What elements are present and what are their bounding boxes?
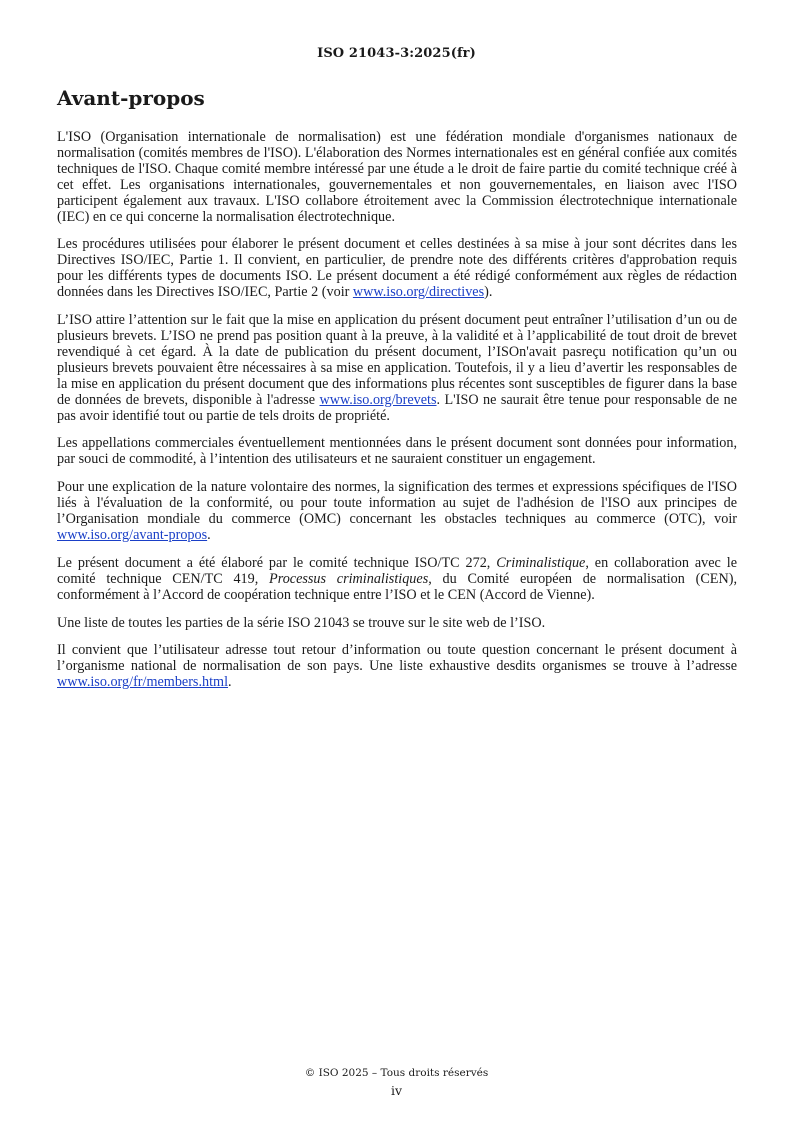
paragraph-feedback — [57, 643, 737, 691]
directives-link[interactable]: www.iso.org/directives — [352, 284, 485, 301]
page-title: Avant-propos — [57, 86, 205, 110]
committee-name-processus: Processus criminalistiques — [269, 570, 429, 587]
paragraph-patents — [57, 313, 737, 424]
page-number: iv — [390, 1083, 403, 1098]
paragraph-procedures-tail: ). — [484, 284, 493, 301]
committee-name-criminalistique: Criminalistique — [496, 554, 586, 571]
paragraph-committee-text-1: Le présent document a été élaboré par le comité technique ISO/TC 272, — [57, 554, 497, 571]
paragraph-iso-intro: L'ISO (Organisation internationale de normalisation) est une fédération mondiale d'organismes nationaux de normalisation (comités membres de l'ISO). L'élaboration des Normes internationales est en général confiée aux comités techniques de l'ISO. Chaque comité membre intéressé par une étude a le droit de faire partie du comité technique créé à cet effet. Les organisations internationales, gouvernementales et non gouvernementales, en liaison avec l'ISO participent également aux travaux. L'ISO collabore étroitement avec la Commission électrotechnique internationale (IEC) en ce qui concerne la normalisation électrotechnique. — [57, 129, 737, 225]
paragraph-procedures-text: Les procédures utilisées pour élaborer le présent document et celles destinées à sa mise à jour sont décrites dans les Directives ISO/IEC, Partie 1. Il convient, en particulier, de prendre note des différents critères d'approbation requis pour les différents types de documents ISO. Le présent document a été rédigé conformément aux règles de rédaction données dans les Directives ISO/IEC, Partie 2 (voir — [57, 236, 737, 301]
foreword-body — [57, 130, 737, 703]
paragraph-feedback-tail: . — [228, 674, 232, 691]
paragraph-feedback-text: Il convient que l’utilisateur adresse tout retour d’information ou toute question concernant le présent document à l’organisme national de normalisation de son pays. Une liste exhaustive desdits organismes se trouve à l’adresse — [57, 642, 737, 675]
paragraph-committee-text-2: , en collaboration avec le comité technique CEN/TC 419, — [57, 554, 738, 587]
paragraph-procedures — [57, 237, 737, 301]
paragraph-series-list: Une liste de toutes les parties de la série ISO 21043 se trouve sur le site web de l’ISO. — [57, 614, 546, 631]
paragraph-patents-tail: . L'ISO ne saurait être tenue pour responsable de ne pas avoir identifié tout ou partie de tels droits de propriété. — [57, 391, 738, 424]
foreword-link[interactable]: www.iso.org/avant-propos — [57, 526, 208, 543]
paragraph-patents-text: L’ISO attire l’attention sur le fait que la mise en application du présent document peut entraîner l’utilisation d’un ou de plusieurs brevets. L’ISO ne prend pas position quant à la preuve, à la validité et à l’applicabilité de tout droit de brevet revendiqué à cet égard. À la date de publication du présent document, l’ISOn'avait pasreçu notification qu’un ou plusieurs brevets pouvaient être nécessaires à sa mise en application. Toutefois, il y a lieu d’avertir les responsables de la mise en application du présent document que des informations plus récentes sont susceptibles de figurer dans la base de données de brevets, disponible à l'adresse — [57, 312, 737, 408]
paragraph-committee-text-3: , du Comité européen de normalisation (CEN), conformément à l’Accord de coopération technique entre l’ISO et le CEN (Accord de Vienne). — [57, 570, 737, 603]
paragraph-trade-names: Les appellations commerciales éventuellement mentionnées dans le présent document sont données pour information, par souci de commodité, à l’intention des utilisateurs et ne sauraient constituer un engagement. — [57, 435, 737, 468]
patents-link[interactable]: www.iso.org/brevets — [319, 391, 437, 408]
page-header-doc-id: ISO 21043-3:2025(fr) — [317, 46, 476, 61]
paragraph-committee — [57, 556, 737, 604]
paragraph-voluntary-text: Pour une explication de la nature volontaire des normes, la signification des termes et expressions spécifiques de l'ISO liés à l'évaluation de la conformité, ou pour toute information au sujet de l'adhésion de l'ISO aux principes de l’Organisation mondiale du commerce (OMC) concernant les obstacles techniques au commerce (OTC), voir — [57, 479, 737, 528]
paragraph-voluntary-nature — [57, 480, 737, 544]
paragraph-voluntary-tail: . — [207, 526, 211, 543]
members-link[interactable]: www.iso.org/fr/members.html — [57, 674, 229, 691]
footer-copyright: © ISO 2025 – Tous droits réservés — [304, 1067, 489, 1079]
